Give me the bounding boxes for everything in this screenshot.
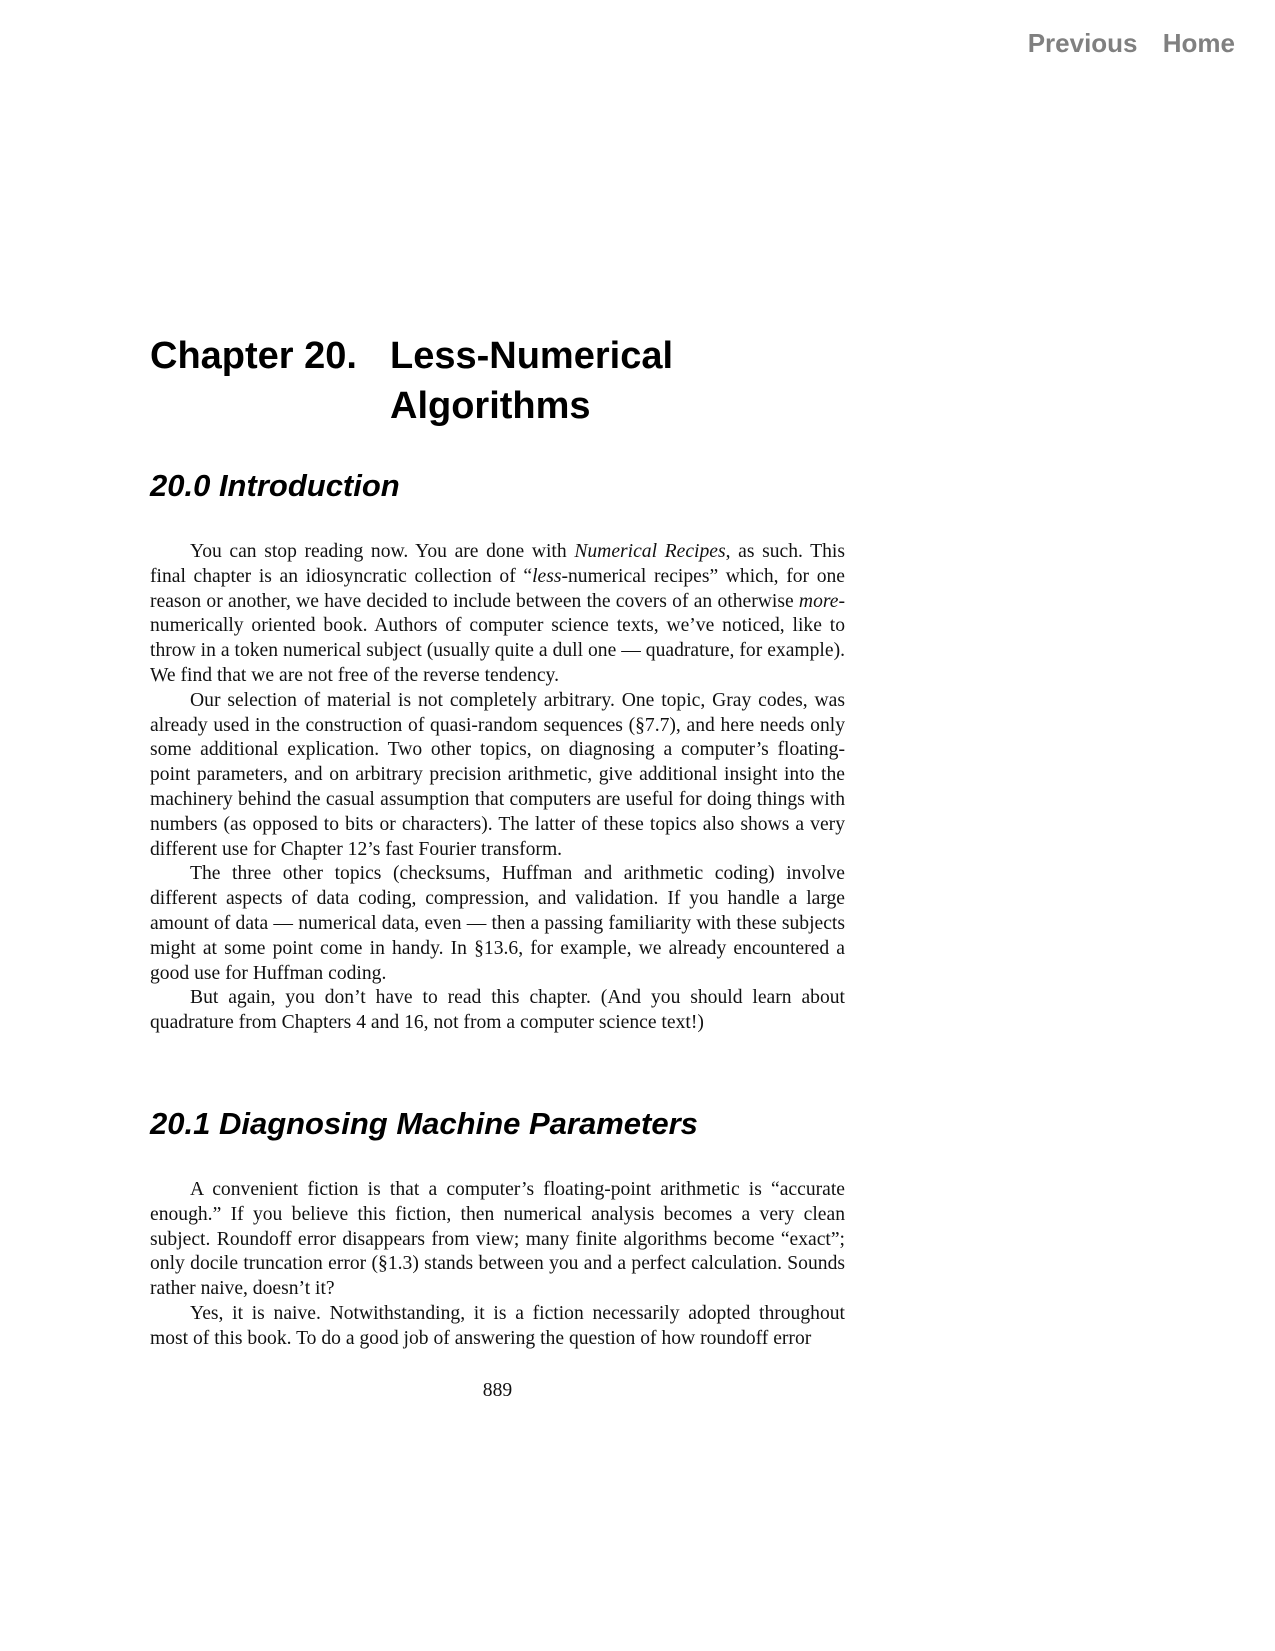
introduction-body — [150, 540, 845, 1036]
paragraph: The three other topics (checksums, Huffman and arithmetic coding) involve different aspects of data coding, compression, and validation. If you handle a large amount of data — numerical data, even — then a passing familiarity with these subjects might at some point come in handy. In §13.6, for example, we already encountered a good use for Huffman coding. — [150, 863, 845, 984]
chapter-name-line2: Algorithms — [390, 385, 591, 428]
top-navigation — [1010, 28, 1235, 59]
emphasis: more — [798, 590, 839, 612]
paragraph-text: You can stop reading now. You are done with — [190, 541, 575, 562]
home-link[interactable]: Home — [1162, 28, 1235, 58]
diagnosing-body — [150, 1178, 845, 1352]
paragraph: A convenient fiction is that a computer’s floating-point arithmetic is “accurate enough.” If you believe this fiction, then numerical analysis becomes a very clean subject. Roundoff error disappears from view; many finite algorithms become “exact”; only docile truncation error (§1.3) stands between you and a perfect calculation. Sounds rather naive, doesn’t it? — [150, 1179, 845, 1300]
paragraph-text: -numerically oriented book. Authors of computer science texts, we’ve noticed, like to throw in a token numerical subject (usually quite a dull one — quadrature, for example). We find that we are not free of the reverse tendency. — [150, 590, 845, 686]
chapter-number: Chapter 20. — [150, 335, 357, 378]
section-heading-introduction: 20.0 Introduction — [150, 468, 400, 503]
page-number: 889 — [482, 1380, 513, 1401]
paragraph: Our selection of material is not completely arbitrary. One topic, Gray codes, was already used in the construction of quasi-random sequences (§7.7), and here needs only some additional explication. Two other topics, on diagnosing a computer’s floating-point parameters, and on arbitrary precision arithmetic, give additional insight into the machinery behind the casual assumption that computers are useful for doing things with numbers (as opposed to bits or characters). The latter of these topics also shows a very different use for Chapter 12’s fast Fourier transform. — [150, 689, 845, 860]
paragraph — [150, 540, 845, 689]
book-title-emphasis: Numerical Recipes — [574, 541, 726, 562]
chapter-title — [150, 331, 750, 431]
chapter-name — [390, 331, 750, 431]
paragraph: But again, you don’t have to read this chapter. (And you should learn about quadrature from Chapters 4 and 16, not from a computer science text!) — [150, 987, 845, 1034]
previous-link[interactable]: Previous — [1027, 28, 1138, 58]
paragraph: Yes, it is naive. Notwithstanding, it is a fiction necessarily adopted throughout most of this book. To do a good job of answering the question of how roundoff error — [150, 1302, 845, 1349]
paragraph-text: , as such. This final chapter is an idiosyncratic collection of “ — [150, 541, 845, 587]
emphasis: less — [532, 565, 562, 587]
chapter-name-line1: Less-Numerical — [390, 335, 674, 378]
section-heading-diagnosing-machine-parameters: 20.1 Diagnosing Machine Parameters — [150, 1106, 698, 1141]
paragraph-text: -numerical recipes” which, for one reason or another, we have decided to include between the covers of an otherwise — [150, 565, 845, 612]
